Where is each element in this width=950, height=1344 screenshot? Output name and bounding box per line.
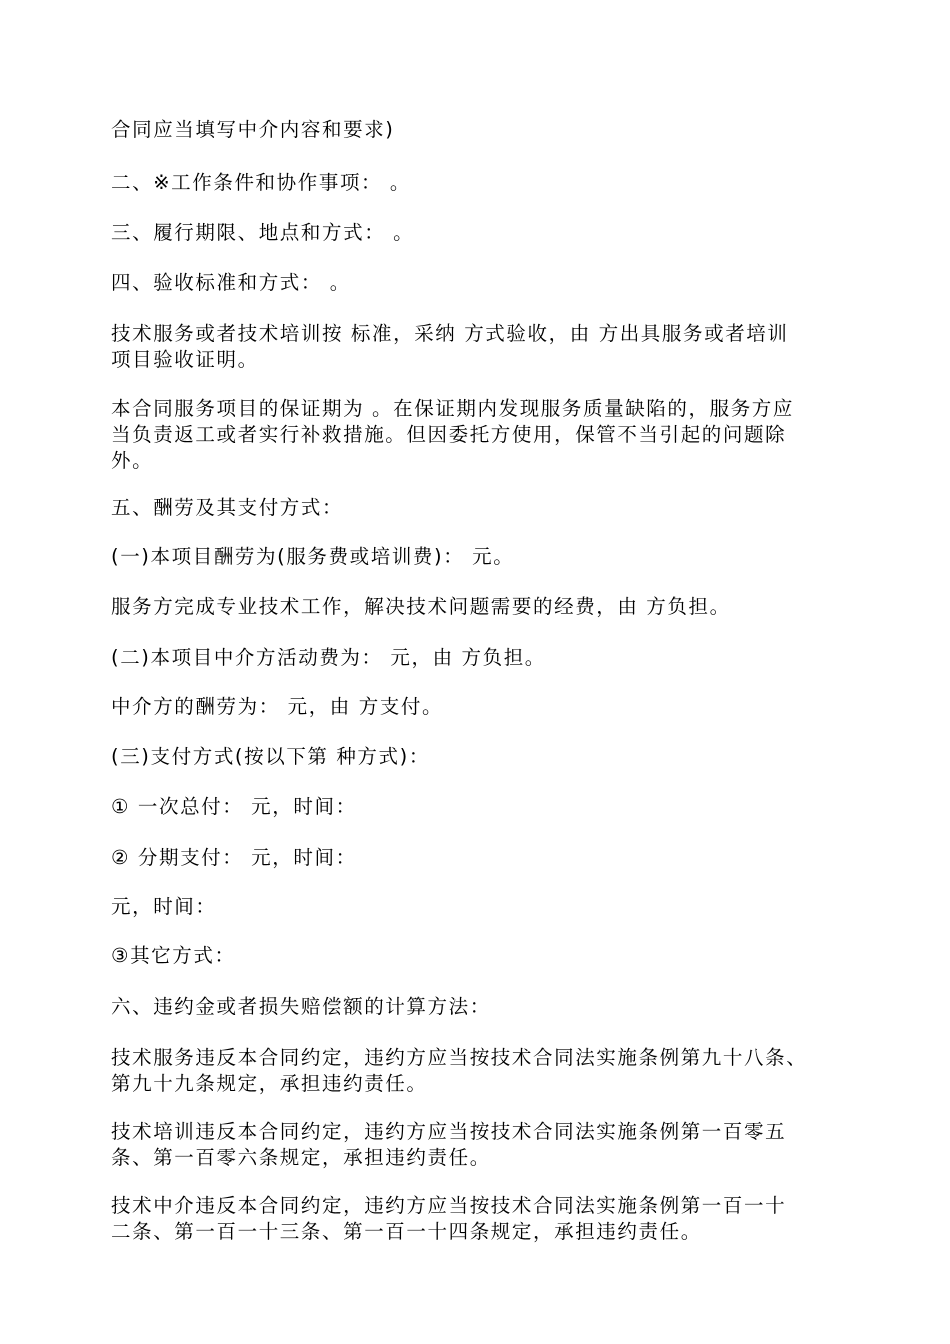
text-line: 项目验收证明。 [111,348,259,371]
text-line: 五、酬劳及其支付方式： [111,496,344,519]
text-line: 六、违约金或者损失赔偿额的计算方法： [111,995,491,1018]
list-item-installment-continued [111,894,851,920]
text-line: 合同应当填写中介内容和要求) [111,118,395,141]
paragraph-expenses [111,594,851,620]
text-line: (一)本项目酬劳为(服务费或培训费)： 元。 [111,545,515,568]
text-line: ① 一次总付： 元，时间： [111,795,357,818]
text-line: 四、验收标准和方式： 。 [111,271,351,294]
paragraph-training-breach [111,1119,851,1171]
paragraph-project-fee [111,544,851,570]
paragraph-service-breach [111,1045,851,1097]
text-line: 技术服务违反本合同约定，违约方应当按技术合同法实施条例第九十八条、 [111,1046,808,1069]
paragraph-intermediary-remuneration [111,694,851,720]
heading-remuneration [111,495,851,521]
list-item-lump-sum [111,794,851,820]
heading-liquidated-damages [111,994,851,1020]
text-line: 本合同服务项目的保证期为 。在保证期内发现服务质量缺陷的，服务方应 [111,397,794,420]
text-line: 三、履行期限、地点和方式： 。 [111,221,415,244]
paragraph-intermediary-fee [111,645,851,671]
text-line: ② 分期支付： 元，时间： [111,846,357,869]
paragraph-warranty-period [111,396,851,474]
text-line: 第九十九条规定，承担违约责任。 [111,1072,428,1095]
text-line: 条、第一百零六条规定，承担违约责任。 [111,1146,491,1169]
list-item-installments [111,845,851,871]
heading-acceptance-standards [111,270,851,296]
text-line: 技术中介违反本合同约定，违约方应当按技术合同法实施条例第一百一十 [111,1194,787,1217]
text-line: (三)支付方式(按以下第 种方式)： [111,745,430,768]
heading-performance-terms [111,220,851,246]
text-line: 中介方的酬劳为： 元，由 方支付。 [111,695,444,718]
paragraph-intermediary-breach [111,1193,851,1245]
text-line: 外。 [111,449,154,472]
heading-work-conditions [111,170,851,196]
text-line: 元，时间： [111,895,217,918]
text-line: 当负责返工或者实行补救措施。但因委托方使用，保管不当引起的问题除 [111,423,787,446]
text-line: ③其它方式： [111,944,236,967]
text-line: 技术服务或者技术培训按 标准，采纳 方式验收，由 方出具服务或者培训 [111,322,789,345]
paragraph-intermediary-note [111,117,851,143]
list-item-other-method [111,943,851,969]
text-line: 二、※工作条件和协作事项： 。 [111,171,412,194]
paragraph-payment-method [111,744,851,770]
text-line: 技术培训违反本合同约定，违约方应当按技术合同法实施条例第一百零五 [111,1120,787,1143]
paragraph-acceptance-method [111,321,851,373]
text-line: 二条、第一百一十三条、第一百一十四条规定，承担违约责任。 [111,1220,702,1243]
text-line: (二)本项目中介方活动费为： 元，由 方负担。 [111,646,546,669]
text-line: 服务方完成专业技术工作，解决技术问题需要的经费，由 方负担。 [111,595,731,618]
